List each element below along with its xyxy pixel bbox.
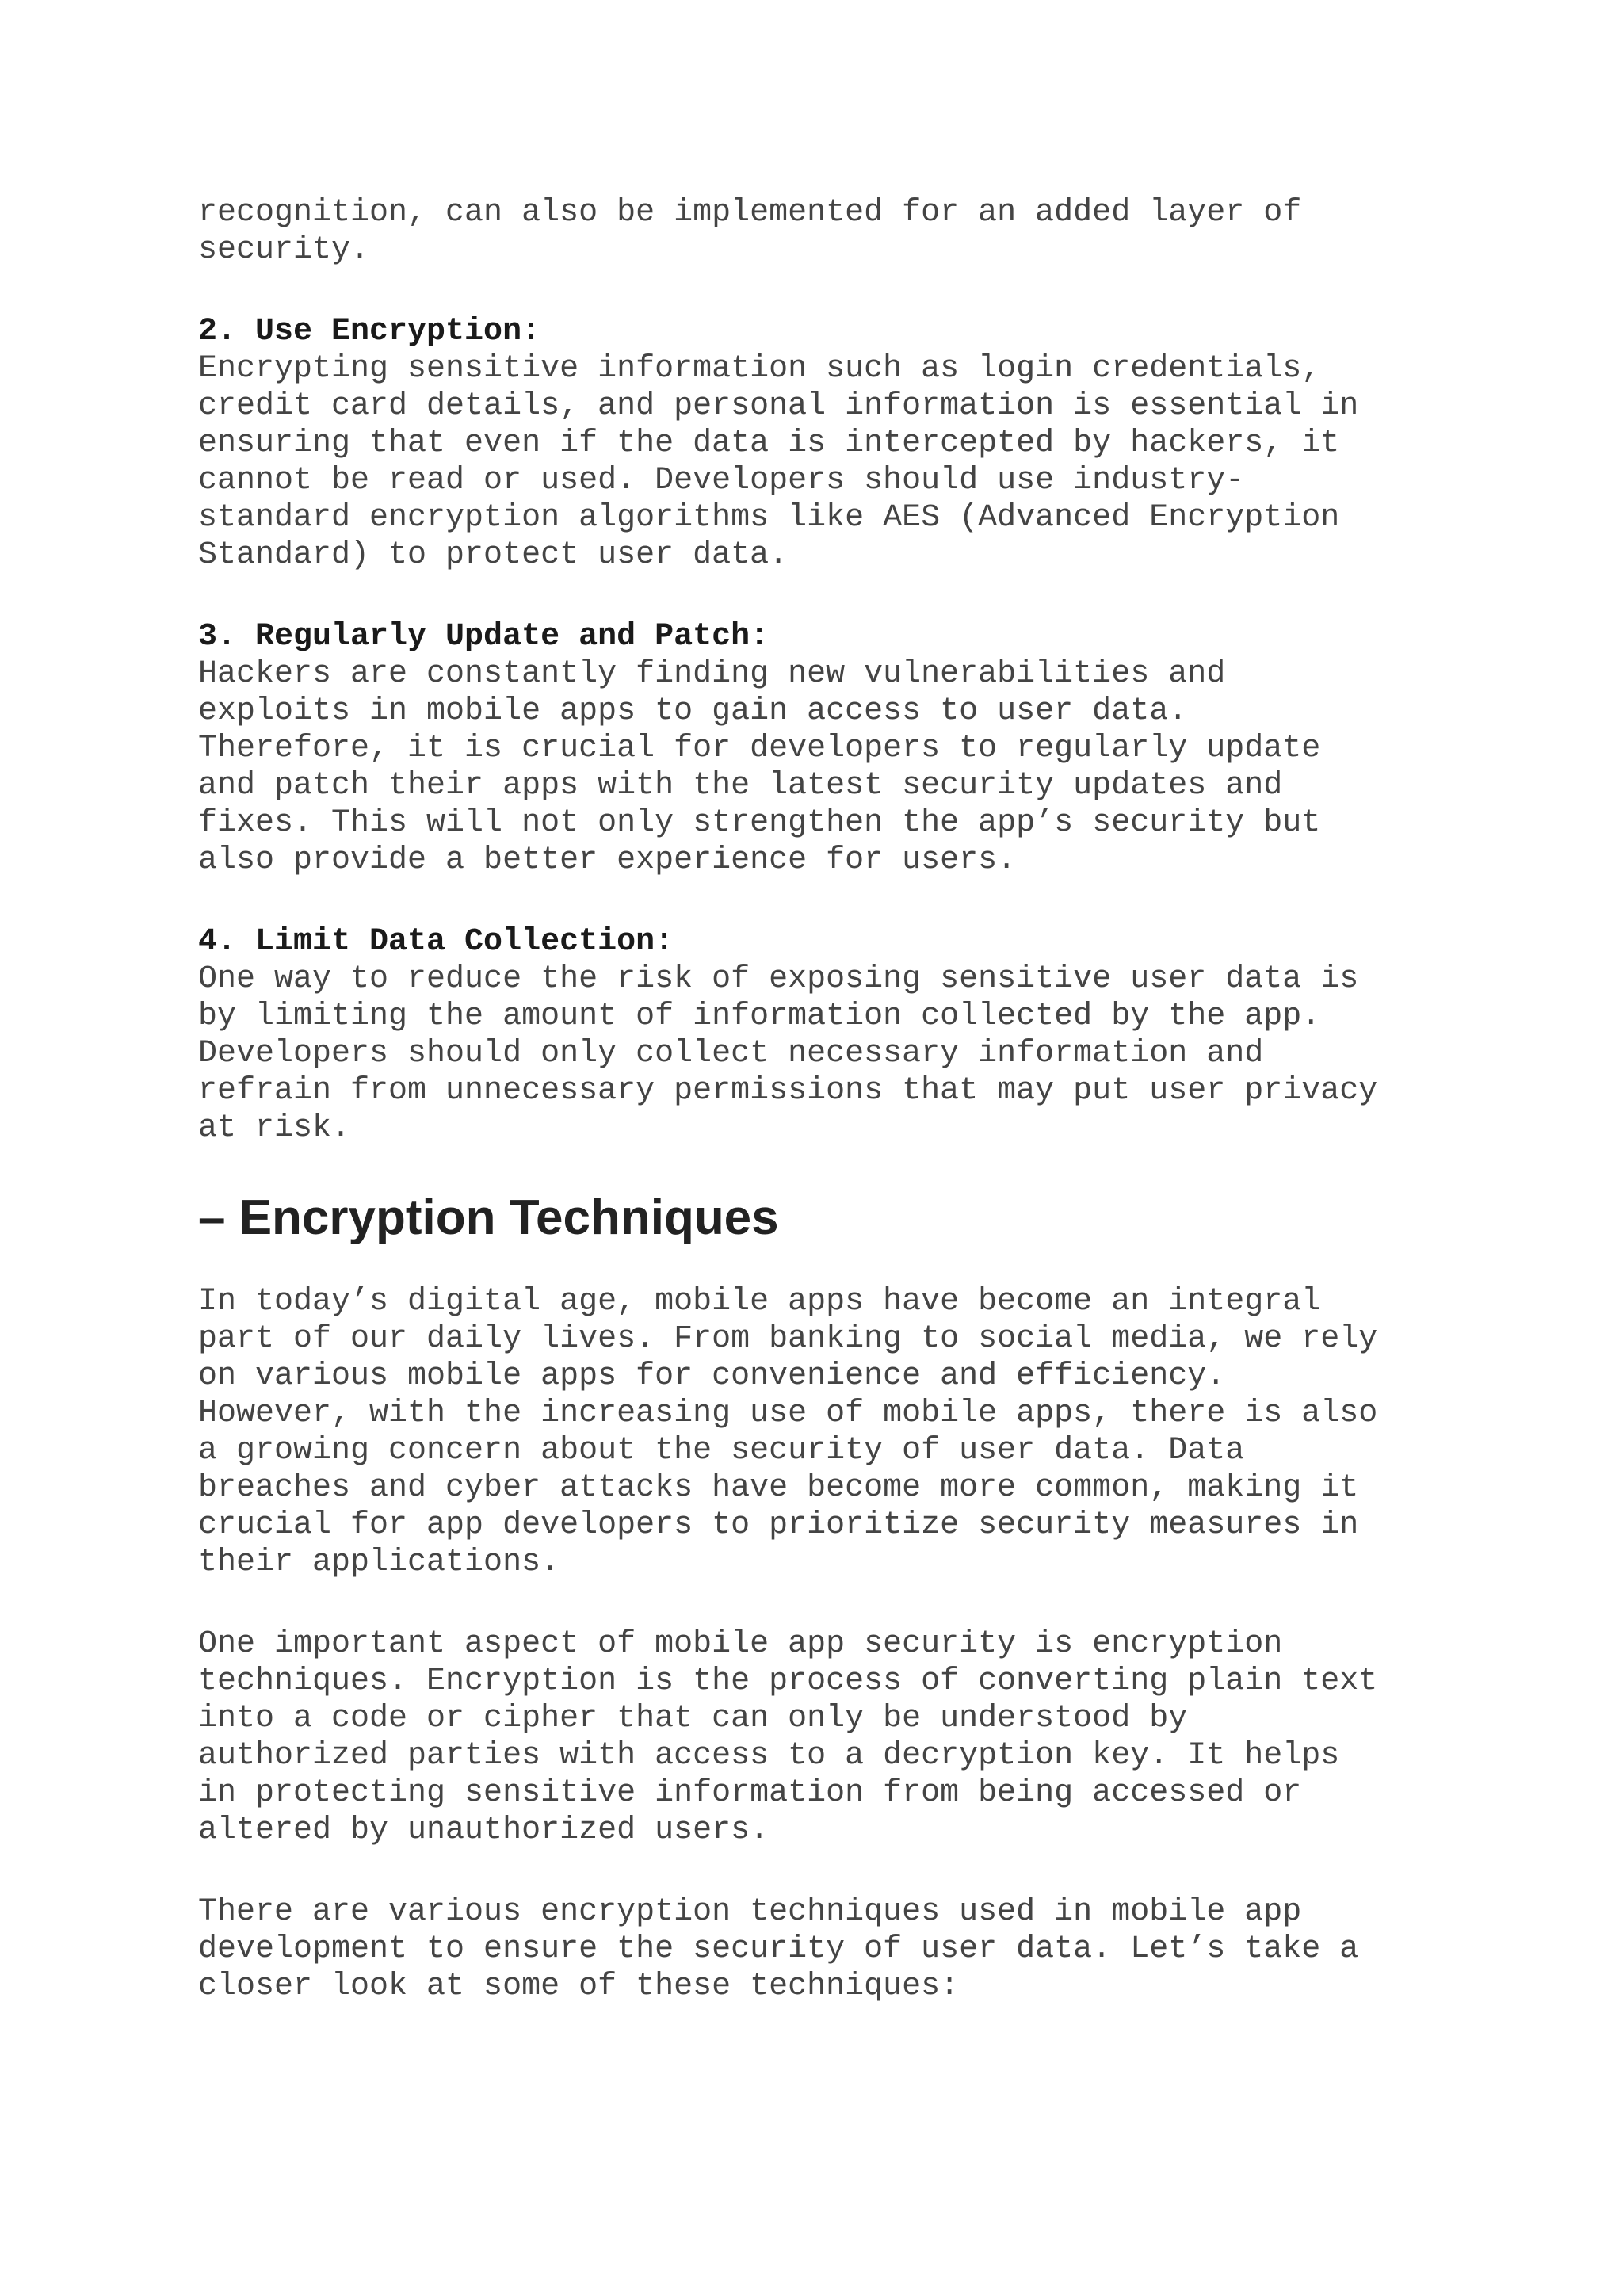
text-line: into a code or cipher that can only be understood by (198, 1701, 1188, 1736)
text-line: at risk. (198, 1110, 351, 1146)
text-line: Therefore, it is crucial for developers to regularly update (198, 731, 1321, 766)
text-line: authorized parties with access to a decryption key. It helps (198, 1738, 1340, 1774)
list-item-use-encryption (198, 313, 1498, 574)
text-line: their applications. (198, 1545, 560, 1580)
text-line: by limiting the amount of information collected by the app. (198, 999, 1321, 1034)
text-line: fixes. This will not only strengthen the app’s security but (198, 805, 1321, 841)
text-line: crucial for app developers to prioritize security measures in (198, 1507, 1359, 1543)
list-item-update-and-patch (198, 618, 1498, 879)
text-line: standard encryption algorithms like AES (Advanced Encryption (198, 500, 1340, 536)
section-heading: – Encryption Techniques (198, 1190, 779, 1245)
text-line: Hackers are constantly finding new vulnerabilities and (198, 656, 1226, 692)
text-line: credit card details, and personal information is essential in (198, 388, 1359, 424)
item-title: 2. Use Encryption: (198, 314, 541, 350)
list-item-limit-data-collection (198, 923, 1498, 1147)
text-line: a growing concern about the security of user data. Data (198, 1433, 1245, 1469)
text-line: and patch their apps with the latest security updates and (198, 768, 1283, 804)
text-line: closer look at some of these techniques: (198, 1969, 960, 2004)
text-line: in protecting sensitive information from being accessed or (198, 1775, 1302, 1811)
text-line: refrain from unnecessary permissions that may put user privacy (198, 1073, 1378, 1109)
text-line: also provide a better experience for users. (198, 842, 1017, 878)
item-title: 3. Regularly Update and Patch: (198, 619, 769, 655)
section-paragraph (198, 1626, 1498, 1849)
text-line: development to ensure the security of user data. Let’s take a (198, 1931, 1359, 1967)
text-line: recognition, can also be implemented for an added layer of (198, 195, 1302, 231)
text-line: cannot be read or used. Developers should use industry- (198, 463, 1245, 499)
section-paragraph (198, 1893, 1498, 2005)
text-line: In today’s digital age, mobile apps have become an integral (198, 1284, 1321, 1320)
text-line: ensuring that even if the data is intercepted by hackers, it (198, 426, 1340, 461)
text-line: exploits in mobile apps to gain access to user data. (198, 693, 1188, 729)
text-line: security. (198, 232, 370, 268)
intro-paragraph (198, 194, 1498, 269)
text-line: on various mobile apps for convenience and efficiency. (198, 1358, 1226, 1394)
text-line: breaches and cyber attacks have become more common, making it (198, 1470, 1359, 1506)
page-content (198, 194, 1498, 2005)
text-line: One important aspect of mobile app security is encryption (198, 1626, 1283, 1662)
text-line: techniques. Encryption is the process of converting plain text (198, 1664, 1378, 1699)
text-line: There are various encryption techniques used in mobile app (198, 1894, 1302, 1930)
text-line: Developers should only collect necessary information and (198, 1036, 1264, 1072)
text-line: One way to reduce the risk of exposing sensitive user data is (198, 961, 1359, 997)
text-line: Encrypting sensitive information such as login credentials, (198, 351, 1321, 387)
text-line: However, with the increasing use of mobile apps, there is also (198, 1396, 1378, 1431)
text-line: part of our daily lives. From banking to social media, we rely (198, 1321, 1378, 1357)
item-title: 4. Limit Data Collection: (198, 924, 674, 960)
text-line: Standard) to protect user data. (198, 537, 789, 573)
section-paragraph (198, 1283, 1498, 1581)
text-line: altered by unauthorized users. (198, 1813, 769, 1848)
